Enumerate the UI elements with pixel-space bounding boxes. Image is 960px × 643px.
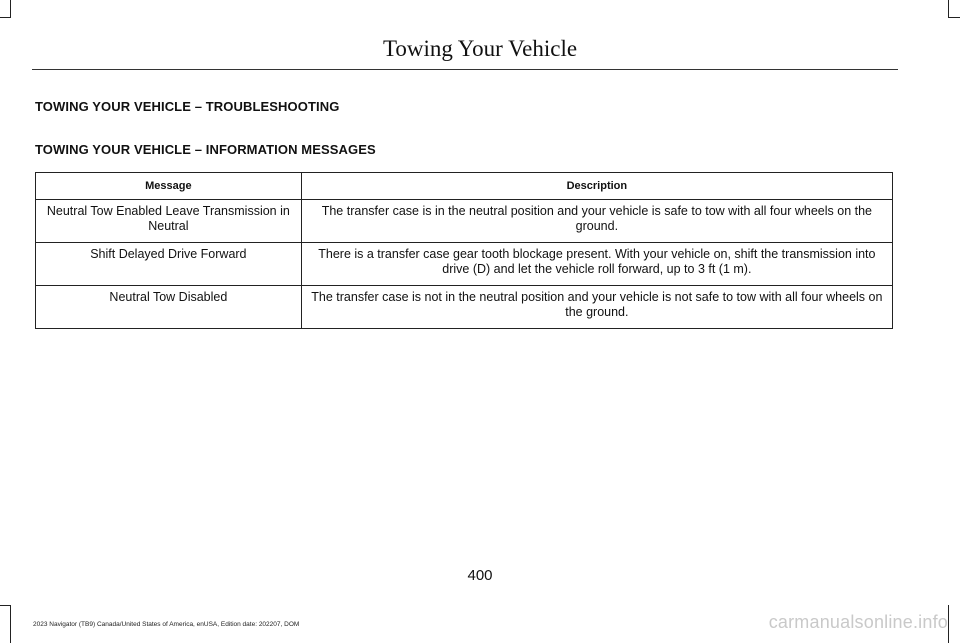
table-row — [36, 286, 893, 329]
page-number: 400 — [467, 567, 493, 584]
header-divider — [32, 69, 898, 70]
description-cell: There is a transfer case gear tooth blockage present. With your vehicle on, shift the transmission into drive (D) and let the vehicle roll forward, up to 3 ft (1 m). — [301, 243, 892, 286]
crop-mark-top-right-h — [948, 17, 960, 18]
description-cell: The transfer case is not in the neutral position and your vehicle is not safe to tow with all four wheels on the ground. — [301, 286, 892, 329]
page-header-title: Towing Your Vehicle — [382, 36, 578, 61]
watermark: carmanualsonline.info — [768, 612, 948, 632]
crop-mark-top-left-v — [10, 0, 11, 18]
crop-mark-top-right-v — [948, 0, 949, 18]
table-row — [36, 200, 893, 243]
section-heading-troubleshooting: TOWING YOUR VEHICLE – TROUBLESHOOTING — [35, 99, 340, 114]
column-header-message: Message — [36, 173, 302, 200]
section-heading-information-messages: TOWING YOUR VEHICLE – INFORMATION MESSAGES — [35, 142, 376, 157]
table-header-row — [36, 173, 893, 200]
crop-mark-bottom-right-v — [948, 605, 949, 643]
crop-mark-top-left-h — [0, 17, 11, 18]
crop-mark-bottom-left-v — [10, 605, 11, 643]
crop-mark-bottom-left-h — [0, 605, 11, 606]
table-row — [36, 243, 893, 286]
message-cell: Neutral Tow Enabled Leave Transmission in Neutral — [36, 200, 302, 243]
information-messages-table — [35, 172, 893, 329]
message-cell: Neutral Tow Disabled — [36, 286, 302, 329]
column-header-description: Description — [301, 173, 892, 200]
description-cell: The transfer case is in the neutral position and your vehicle is safe to tow with all four wheels on the ground. — [301, 200, 892, 243]
footer-edition-text: 2023 Navigator (TB9) Canada/United States of America, enUSA, Edition date: 202207, DOM — [33, 621, 300, 628]
message-cell: Shift Delayed Drive Forward — [36, 243, 302, 286]
